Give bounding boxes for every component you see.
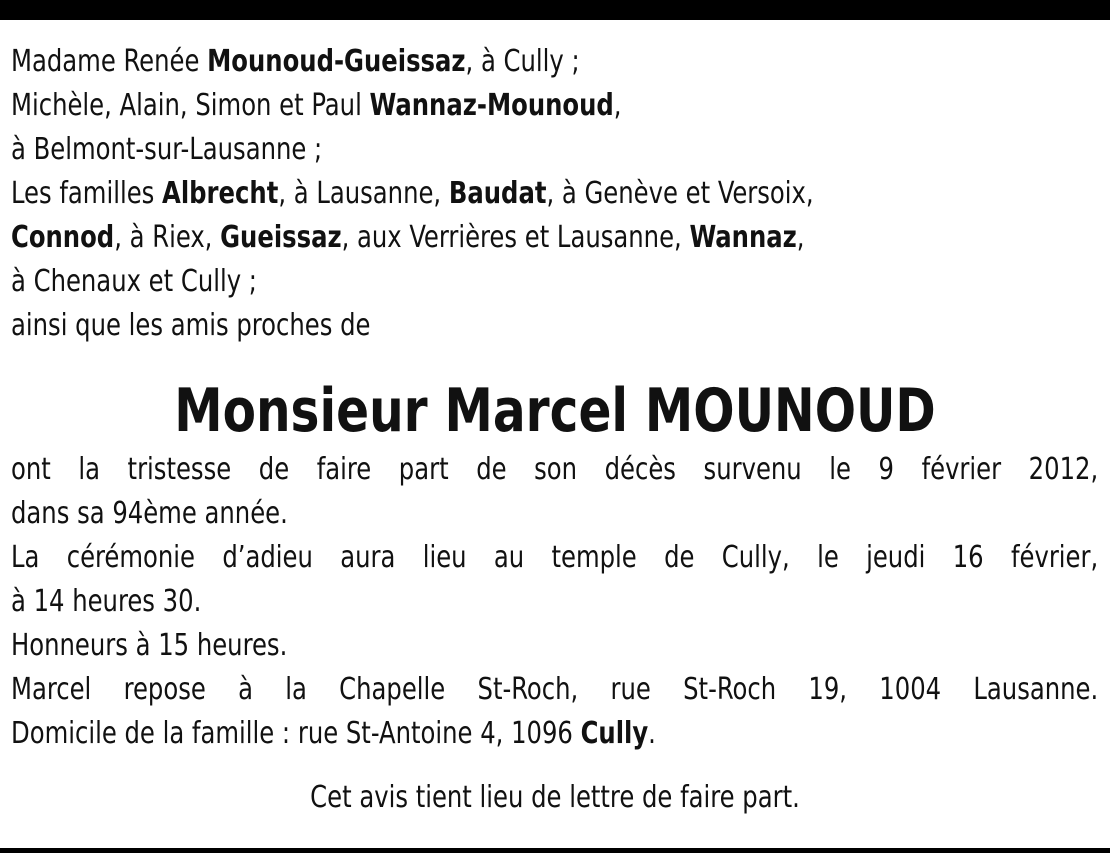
family-line-3: à Belmont-sur-Lausanne ; <box>11 132 323 167</box>
family-text: , <box>796 220 805 255</box>
body-line-7 <box>11 712 990 756</box>
place-name: Cully <box>580 716 649 751</box>
family-line-6: à Chenaux et Cully ; <box>11 264 257 299</box>
family-name: Mounoud-Gueissaz <box>207 44 466 79</box>
family-line-1 <box>11 40 990 84</box>
body-text: Marcel repose à la Chapelle St-Roch, rue St-Roch 19, 1004 Lausanne. <box>11 672 1099 707</box>
family-line-7: ainsi que les amis proches de <box>11 308 371 343</box>
family-text: , à Riex, <box>114 220 221 255</box>
family-text: , à Cully ; <box>465 44 580 79</box>
body-line-4: à 14 heures 30. <box>11 584 202 619</box>
family-text: Les familles <box>11 176 163 211</box>
family-name: Gueissaz <box>220 220 342 255</box>
body-line-5: Honneurs à 15 heures. <box>11 628 288 663</box>
family-line-4 <box>11 172 990 216</box>
body-line-1 <box>11 448 1099 492</box>
family-text: , <box>613 88 622 123</box>
body-text: Domicile de la famille : rue St-Antoine 4, 1096 <box>11 716 581 751</box>
family-name: Wannaz <box>689 220 797 255</box>
closing-statement: Cet avis tient lieu de lettre de faire part. <box>310 780 800 815</box>
bottom-border-rule <box>0 848 1110 853</box>
body-line-2: dans sa 94ème année. <box>11 496 288 531</box>
family-name: Connod <box>11 220 115 255</box>
obituary-notice <box>11 40 1099 820</box>
family-text: Michèle, Alain, Simon et Paul <box>11 88 370 123</box>
top-border-rule <box>0 0 1110 20</box>
family-name: Baudat <box>448 176 547 211</box>
body-text: . <box>648 716 656 751</box>
family-line-2 <box>11 84 990 128</box>
body-text: La cérémonie d’adieu aura lieu au temple de Cully, le jeudi 16 février, <box>11 540 1099 575</box>
body-line-6 <box>11 668 1099 712</box>
family-text: , à Lausanne, <box>278 176 449 211</box>
body-line-3 <box>11 536 1099 580</box>
body-text: ont la tristesse de faire part de son décès survenu le 9 février 2012, <box>11 452 1099 487</box>
family-text: , aux Verrières et Lausanne, <box>341 220 690 255</box>
deceased-name-heading: Monsieur Marcel MOUNOUD <box>174 376 936 446</box>
family-name: Wannaz-Mounoud <box>369 88 614 123</box>
family-name: Albrecht <box>162 176 279 211</box>
family-text: , à Genève et Versoix, <box>546 176 814 211</box>
family-text: Madame Renée <box>11 44 208 79</box>
family-line-5 <box>11 216 990 260</box>
